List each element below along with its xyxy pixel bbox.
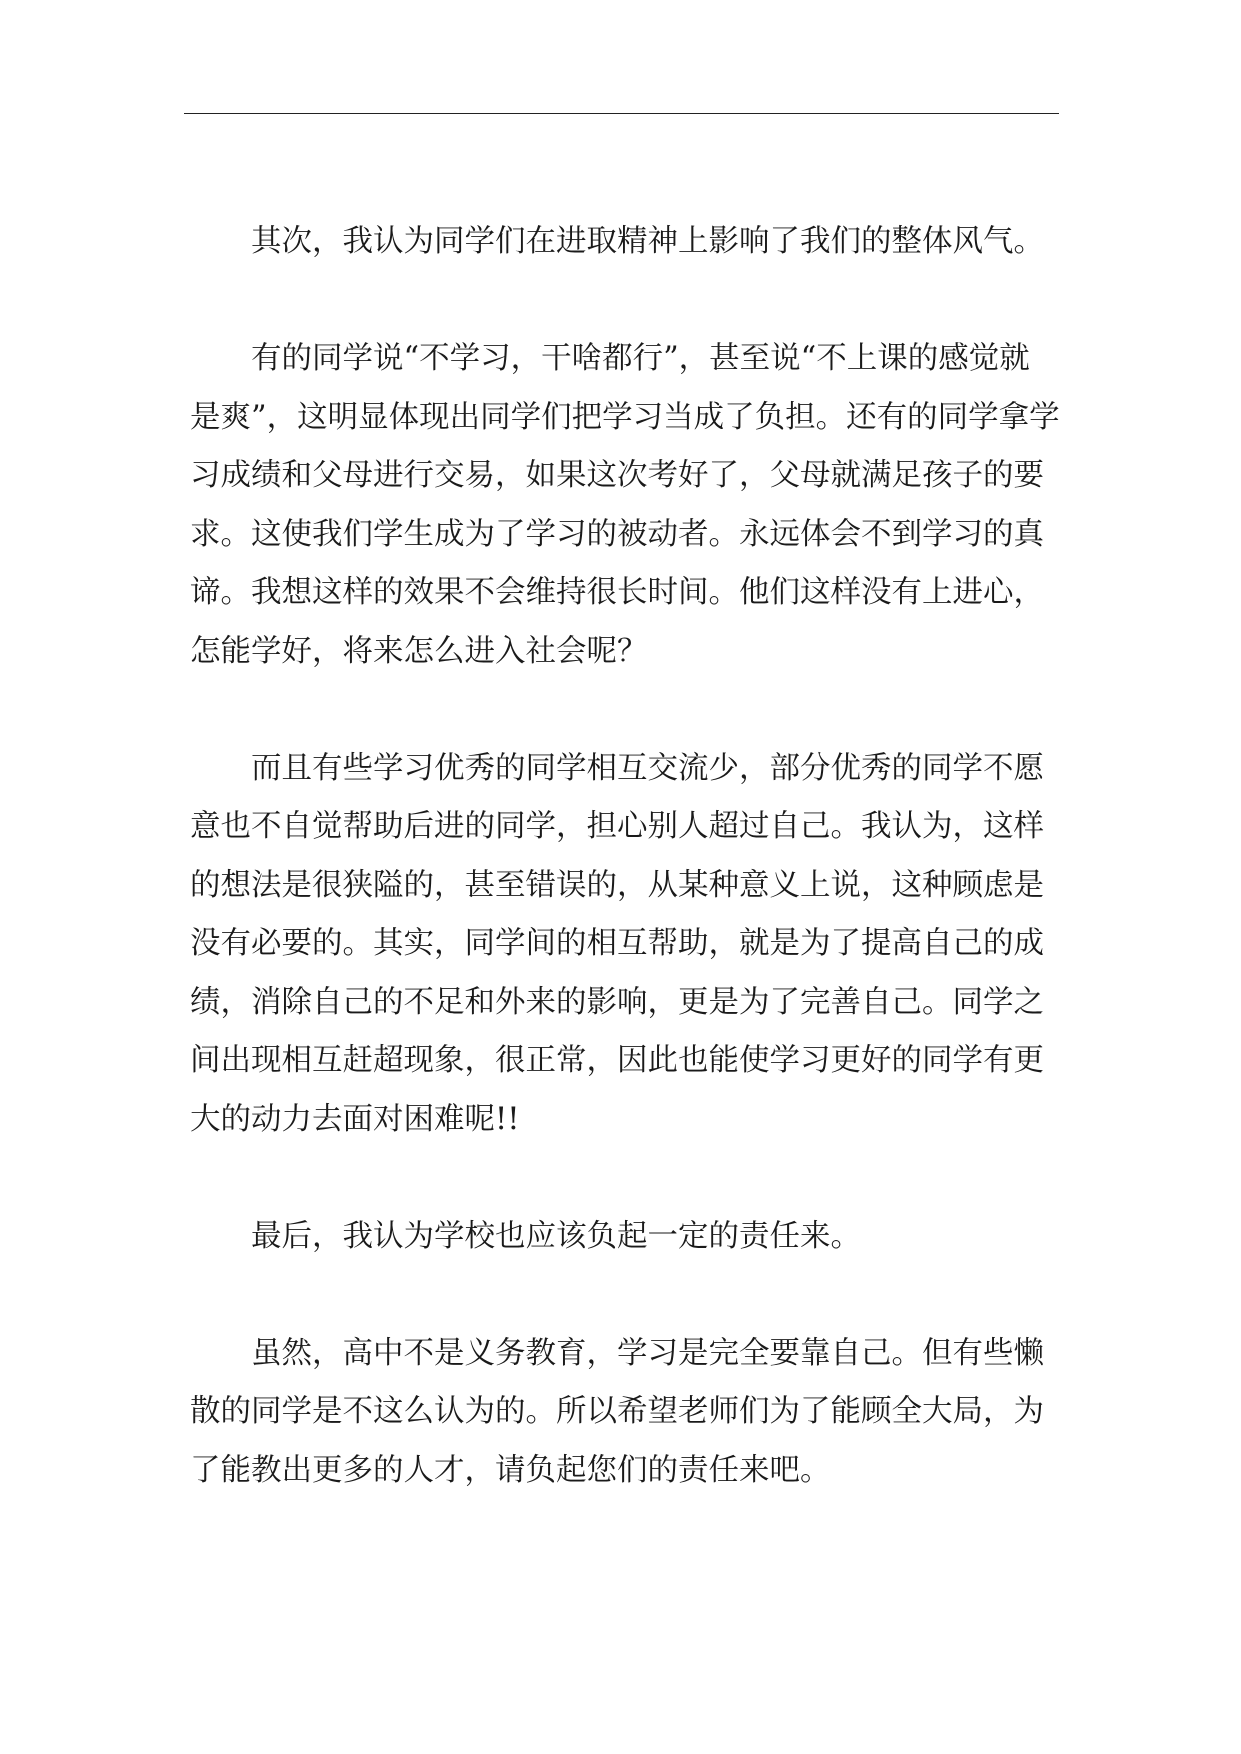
paragraph-3: 而且有些学习优秀的同学相互交流少，部分优秀的同学不愿意也不自觉帮助后进的同学，担心别人超过自己。我认为，这样的想法是很狭隘的，甚至错误的，从某种意义上说，这种顾虑是没有必要的。其实，同学间的相互帮助，就是为了提高自己的成绩，消除自己的不足和外来的影响，更是为了完善自己。同学之间出现相互赶超现象，很正常，因此也能使学习更好的同学有更大的动力去面对困难呢!! xyxy=(190,750,1044,1137)
paragraph-5: 虽然，高中不是义务教育，学习是完全要靠自己。但有些懒散的同学是不这么认为的。所以希望老师们为了能顾全大局，为了能教出更多的人才，请负起您们的责任来吧。 xyxy=(190,1335,1044,1488)
paragraph-1: 其次，我认为同学们在进取精神上影响了我们的整体风气。 xyxy=(251,224,1044,259)
paragraph-spacer xyxy=(190,1149,1060,1208)
paragraph-2: 有的同学说“不学习，干啥都行”，甚至说“不上课的感觉就是爽”，这明显体现出同学们把学习当成了负担。还有的同学拿学习成绩和父母进行交易，如果这次考好了，父母就满足孩子的要求。这使我们学生成为了学习的被动者。永远体会不到学习的真谛。我想这样的效果不会维持很长时间。他们这样没有上进心，怎能学好，将来怎么进入社会呢？ xyxy=(190,341,1060,669)
document-body xyxy=(190,213,1060,1500)
paragraph-spacer xyxy=(190,1266,1060,1325)
header-rule xyxy=(184,113,1059,114)
paragraph-spacer xyxy=(190,681,1060,740)
paragraph-4: 最后，我认为学校也应该负起一定的责任来。 xyxy=(251,1218,861,1254)
paragraph-spacer xyxy=(190,272,1060,331)
